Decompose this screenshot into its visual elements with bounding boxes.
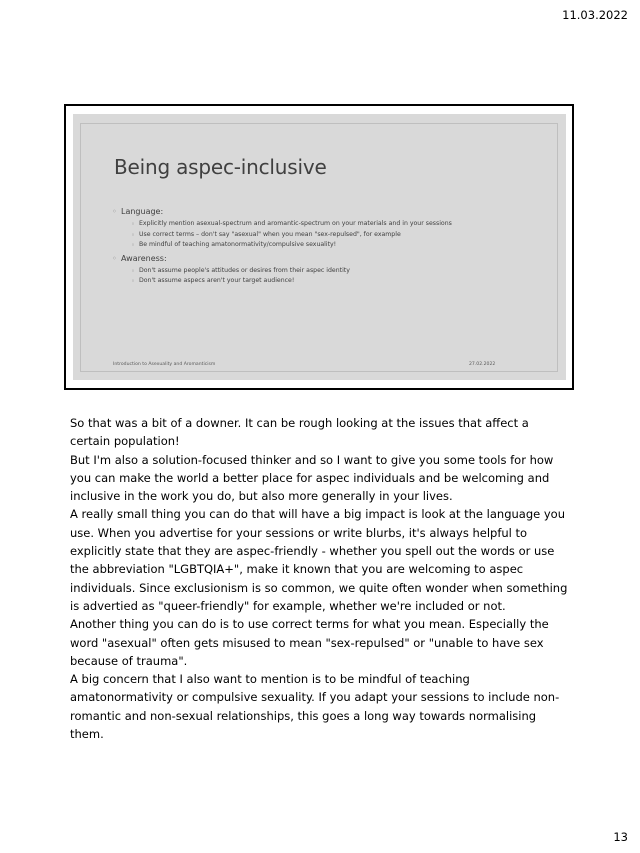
notes-paragraph: But I'm also a solution-focused thinker and so I want to give you some tools for how you can make the world a better place for aspec individuals and be welcoming and inclusive in the work you do, but also more generally in your lives.	[70, 452, 554, 504]
sub-bullet-list	[121, 219, 532, 251]
slide-bullet-list	[112, 206, 532, 289]
sub-bullet: ◦ Don't assume people's attitudes or desires from their aspec identity	[131, 266, 532, 277]
slide-footer-date: 27.02.2022	[469, 362, 496, 367]
sub-bullet: ◦ Use correct terms – don't say "asexual" when you mean "sex-repulsed", for example	[131, 230, 532, 241]
slide-title: Being aspec-inclusive	[114, 155, 327, 179]
bullet-label: Language:	[121, 207, 164, 216]
bullet-awareness	[112, 253, 532, 287]
notes-paragraph: Another thing you can do is to use correct terms for what you mean. Especially the word "asexual" often gets misused to mean "sex-repulsed" or "unable to have sex because of trauma".	[70, 617, 549, 668]
slide	[73, 114, 566, 380]
bullet-language	[112, 206, 532, 251]
sub-bullet: ◦ Don't assume aspecs aren't your target audience!	[131, 276, 532, 287]
slide-content-area	[80, 123, 558, 372]
page-date: 11.03.2022	[562, 8, 628, 22]
page-number: 13	[613, 830, 628, 844]
notes-paragraph: So that was a bit of a downer. It can be rough looking at the issues that affect a certain population!	[70, 416, 529, 449]
notes-paragraph: A really small thing you can do that will have a big impact is look at the language you use. When you advertise for your sessions or write blurbs, it's always helpful to explicitly state that they are aspec-friendly - whether you spell out the words or use the abbreviation "LGBTQIA+", make it known that you are welcoming to aspec individuals. Since exclusionism is so common, we quite often wonder when something is advertied as "queer-friendly" for example, whether we're included or not.	[70, 507, 568, 613]
slide-thumbnail-frame	[64, 104, 574, 390]
bullet-label: Awareness:	[121, 253, 167, 263]
speaker-notes	[70, 414, 570, 743]
sub-bullet: ◦ Explicitly mention asexual-spectrum and aromantic-spectrum on your materials and in your sessions	[131, 219, 532, 230]
sub-bullet-list	[121, 266, 532, 287]
slide-footer-title: Introduction to Asexuality and Aromanticism	[113, 362, 216, 367]
sub-bullet: ◦ Be mindful of teaching amatonormativity/compulsive sexuality!	[131, 240, 532, 251]
notes-paragraph: A big concern that I also want to mention is to be mindful of teaching amatonormativity or compulsive sexuality. If you adapt your sessions to include non-romantic and non-sexual relationships, this goes a long way towards normalising them.	[70, 672, 560, 742]
